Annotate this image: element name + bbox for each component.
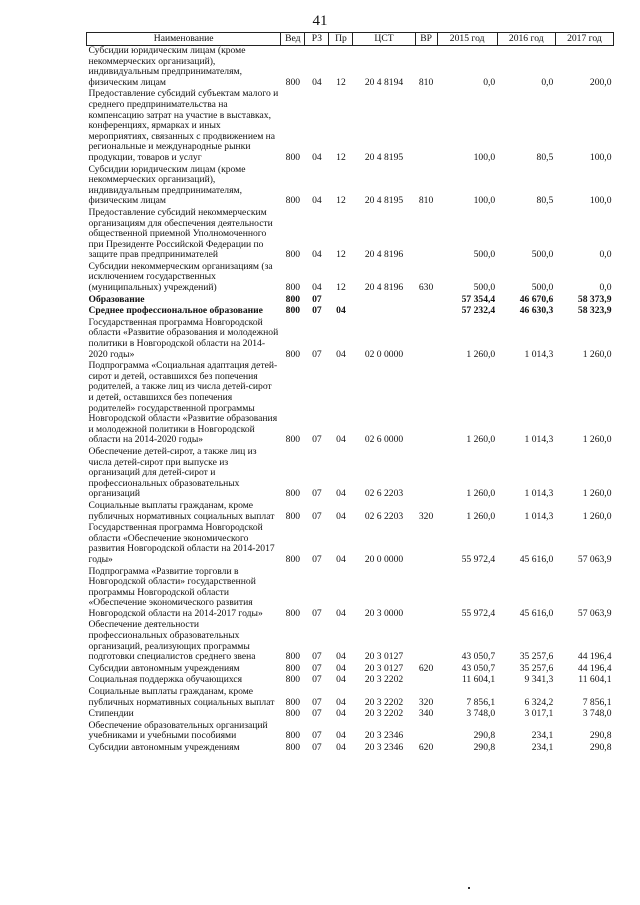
cell-pr: 12 xyxy=(336,195,346,207)
table-header-row xyxy=(87,33,614,46)
header-vr: ВР xyxy=(415,33,437,46)
cell-ved: 800 xyxy=(285,348,301,360)
cell-amount-2015: 57 232,4 xyxy=(461,305,496,317)
cell-cst: 02 6 0000 xyxy=(364,434,404,446)
header-2016: 2016 год xyxy=(497,33,555,46)
cell-amount-2017: 290,8 xyxy=(589,742,612,753)
cell-amount-2016: 500,0 xyxy=(531,282,554,294)
header-rz: РЗ xyxy=(305,33,329,46)
cell-vr xyxy=(415,721,437,743)
table-row xyxy=(87,523,614,566)
cell-vr xyxy=(415,295,437,307)
cell-ved: 800 xyxy=(285,282,301,294)
cell-vr xyxy=(415,523,437,566)
cell-amount-2015: 57 354,4 xyxy=(461,293,496,305)
table-row xyxy=(87,361,614,447)
cell-amount-2016: 3 017,1 xyxy=(524,708,554,720)
header-name: Наименование xyxy=(87,33,281,46)
header-2017: 2017 год xyxy=(555,33,613,46)
cell-amount-2015: 55 972,4 xyxy=(461,607,496,619)
cell-name: Государственная программа Новгородской области «Развитие образования и молодежной политики в Новгородской области на 2014-2020 годы» xyxy=(88,316,279,360)
cell-ved: 800 xyxy=(285,305,301,317)
cell-cst: 20 3 2202 xyxy=(364,674,404,686)
table-row xyxy=(87,46,614,90)
cell-amount-2016: 35 257,6 xyxy=(519,651,554,663)
cell-name: Субсидии юридическим лицам (кроме некоммерческих организаций), индивидуальным предпринимателям, физическим лицам xyxy=(88,45,246,88)
cell-name: Образование xyxy=(88,293,145,305)
cell-ved: 800 xyxy=(285,488,301,500)
cell-cst: 20 4 8195 xyxy=(364,151,404,163)
table-row xyxy=(87,165,614,208)
header-pr: Пр xyxy=(329,33,353,46)
cell-amount-2016: 1 014,3 xyxy=(524,510,554,522)
cell-amount-2015: 290,8 xyxy=(473,742,496,753)
cell-amount-2016: 45 616,0 xyxy=(519,553,554,565)
cell-rz: 07 xyxy=(312,674,322,686)
cell-name: Среднее профессиональное образование xyxy=(88,305,263,317)
table-row xyxy=(87,721,614,743)
cell-name: Социальные выплаты гражданам, кроме публичных нормативных социальных выплат xyxy=(88,499,275,522)
cell-rz: 07 xyxy=(312,651,322,663)
cell-name: Подпрограмма «Развитие торговли в Новгородской области» государственной программы Новгородской области «Обеспечение экономического развития Новгородской области на 2014-2017 годы» xyxy=(88,565,263,619)
cell-name: Субсидии автономным учреждениям xyxy=(88,662,240,674)
cell-rz: 07 xyxy=(312,488,322,500)
cell-cst: 20 0 0000 xyxy=(364,553,404,565)
cell-amount-2015: 43 050,7 xyxy=(461,651,496,663)
cell-name: Стипендии xyxy=(88,708,134,720)
cell-pr: 04 xyxy=(336,742,346,753)
cell-amount-2017: 1 260,0 xyxy=(582,348,612,360)
cell-vr: 620 xyxy=(418,662,434,674)
cell-ved: 800 xyxy=(285,151,301,163)
cell-pr: 04 xyxy=(336,434,346,446)
cell-vr xyxy=(415,620,437,663)
cell-pr: 12 xyxy=(336,249,346,261)
cell-vr: 810 xyxy=(418,76,434,88)
cell-rz: 04 xyxy=(312,151,322,163)
cell-amount-2017: 58 323,9 xyxy=(577,305,612,317)
cell-cst: 20 4 8196 xyxy=(364,249,404,261)
cell-rz: 07 xyxy=(312,742,322,753)
cell-amount-2015: 500,0 xyxy=(473,249,496,261)
header-ved: Вед xyxy=(281,33,305,46)
cell-amount-2017: 290,8 xyxy=(589,730,612,742)
cell-name: Подпрограмма «Социальная адаптация детей-сирот и детей, оставшихся без попечения родителей, а также лиц из числа детей-сирот и детей, оставшихся без попечения родителей» государственной программы Новгородской области «Развитие образования и молодежной политики в Новгородской области на 2014-2020 годы» xyxy=(88,360,278,446)
cell-amount-2017: 200,0 xyxy=(589,76,612,88)
cell-rz: 07 xyxy=(312,293,322,305)
cell-rz: 07 xyxy=(312,696,322,708)
cell-amount-2016: 234,1 xyxy=(531,730,554,742)
cell-name: Субсидии юридическим лицам (кроме некоммерческих организаций), индивидуальным предпринимателям, физическим лицам xyxy=(88,163,246,207)
cell-pr: 04 xyxy=(336,730,346,742)
cell-amount-2016: 1 014,3 xyxy=(524,434,554,446)
cell-amount-2015: 500,0 xyxy=(473,282,496,294)
cell-vr: 620 xyxy=(418,742,434,753)
table-row xyxy=(87,447,614,501)
cell-vr xyxy=(415,89,437,164)
cell-amount-2017: 57 063,9 xyxy=(577,553,612,565)
cell-pr: 04 xyxy=(336,305,346,317)
cell-amount-2016: 45 616,0 xyxy=(519,607,554,619)
cell-amount-2015: 43 050,7 xyxy=(461,662,496,674)
table-row xyxy=(87,501,614,523)
cell-name: Обеспечение деятельности профессиональных образовательных организаций, реализующих программы подготовки специалистов среднего звена xyxy=(88,619,256,663)
cell-name: Субсидии некоммерческим организациям (за исключением государственных (муниципальных) учреждений) xyxy=(88,260,273,294)
cell-pr: 12 xyxy=(336,282,346,294)
cell-ved: 800 xyxy=(285,510,301,522)
cell-amount-2015: 1 260,0 xyxy=(466,488,496,500)
cell-amount-2017: 1 260,0 xyxy=(582,510,612,522)
cell-pr: 04 xyxy=(336,510,346,522)
cell-name: Предоставление субсидий некоммерческим организациям для обеспечения деятельности общественной приемной Уполномоченного при Президенте Российской Федерации по защите прав предпринимателей xyxy=(88,206,273,261)
cell-amount-2017: 100,0 xyxy=(589,151,612,163)
table-row xyxy=(87,262,614,295)
cell-ved: 800 xyxy=(285,651,301,663)
table-row xyxy=(87,743,614,755)
cell-ved: 800 xyxy=(285,434,301,446)
cell-amount-2016: 46 670,6 xyxy=(519,293,554,305)
cell-ved: 800 xyxy=(285,742,301,753)
cell-amount-2017: 58 373,9 xyxy=(577,293,612,305)
cell-vr xyxy=(415,567,437,621)
cell-amount-2015: 1 260,0 xyxy=(466,510,496,522)
cell-amount-2015: 290,8 xyxy=(473,730,496,742)
cell-pr: 04 xyxy=(336,607,346,619)
cell-cst: 20 3 2202 xyxy=(364,708,404,720)
cell-vr xyxy=(415,361,437,447)
cell-vr: 320 xyxy=(418,696,434,708)
header-2015: 2015 год xyxy=(437,33,497,46)
cell-amount-2017: 0,0 xyxy=(599,282,612,294)
cell-amount-2016: 80,5 xyxy=(536,151,554,163)
cell-vr: 340 xyxy=(418,708,434,720)
cell-ved: 800 xyxy=(285,249,301,261)
cell-vr xyxy=(415,675,437,687)
cell-cst: 20 3 0127 xyxy=(364,662,404,674)
cell-amount-2016: 500,0 xyxy=(531,249,554,261)
cell-vr: 320 xyxy=(418,510,434,522)
cell-amount-2016: 46 630,3 xyxy=(519,305,554,317)
cell-vr xyxy=(415,318,437,361)
cell-ved: 800 xyxy=(285,195,301,207)
cell-ved: 800 xyxy=(285,607,301,619)
cell-rz: 04 xyxy=(312,76,322,88)
cell-amount-2016: 9 341,3 xyxy=(524,674,554,686)
cell-amount-2016: 6 324,2 xyxy=(524,696,554,708)
cell-rz: 07 xyxy=(312,708,322,720)
cell-amount-2017: 44 196,4 xyxy=(577,662,612,674)
cell-cst: 02 6 2203 xyxy=(364,488,404,500)
cell-pr: 04 xyxy=(336,696,346,708)
cell-amount-2017: 1 260,0 xyxy=(582,488,612,500)
cell-pr: 04 xyxy=(336,674,346,686)
cell-cst xyxy=(353,306,415,318)
cell-cst: 20 4 8196 xyxy=(364,282,404,294)
cell-vr xyxy=(415,447,437,501)
cell-ved: 800 xyxy=(285,293,301,305)
cell-amount-2015: 3 748,0 xyxy=(466,708,496,720)
cell-amount-2015: 1 260,0 xyxy=(466,348,496,360)
cell-ved: 800 xyxy=(285,696,301,708)
cell-amount-2017: 3 748,0 xyxy=(582,708,612,720)
cell-amount-2016: 1 014,3 xyxy=(524,348,554,360)
cell-rz: 04 xyxy=(312,282,322,294)
cell-amount-2017: 1 260,0 xyxy=(582,434,612,446)
cell-amount-2016: 1 014,3 xyxy=(524,488,554,500)
cell-amount-2015: 11 604,1 xyxy=(461,674,496,686)
cell-ved: 800 xyxy=(285,730,301,742)
cell-rz: 07 xyxy=(312,607,322,619)
cell-ved: 800 xyxy=(285,553,301,565)
cell-vr: 630 xyxy=(418,282,434,294)
cell-name: Социальные выплаты гражданам, кроме публичных нормативных социальных выплат xyxy=(88,686,275,708)
cell-cst: 20 3 2346 xyxy=(364,742,404,753)
cell-cst: 02 6 2203 xyxy=(364,510,404,522)
table-row xyxy=(87,567,614,621)
cell-rz: 07 xyxy=(312,662,322,674)
table-row xyxy=(87,620,614,663)
cell-name: Социальная поддержка обучающихся xyxy=(88,674,243,686)
cell-name: Государственная программа Новгородской области «Обеспечение экономического развития Новгородской области на 2014-2017 годы» xyxy=(88,522,275,565)
page-number: 41 xyxy=(312,13,328,29)
cell-amount-2015: 100,0 xyxy=(473,151,496,163)
cell-name: Субсидии автономным учреждениям xyxy=(88,742,240,753)
cell-ved: 800 xyxy=(285,674,301,686)
cell-cst xyxy=(353,295,415,307)
cell-rz: 07 xyxy=(312,434,322,446)
cell-amount-2015: 55 972,4 xyxy=(461,553,496,565)
table-row xyxy=(87,89,614,164)
cell-cst: 20 4 8195 xyxy=(364,195,404,207)
cell-rz: 04 xyxy=(312,195,322,207)
cell-ved: 800 xyxy=(285,662,301,674)
cell-cst: 20 3 0000 xyxy=(364,607,404,619)
cell-amount-2017: 44 196,4 xyxy=(577,651,612,663)
cell-rz: 07 xyxy=(312,348,322,360)
cell-amount-2017: 7 856,1 xyxy=(582,696,612,708)
cell-amount-2015: 1 260,0 xyxy=(466,434,496,446)
cell-ved: 800 xyxy=(285,708,301,720)
cell-amount-2016: 35 257,6 xyxy=(519,662,554,674)
cell-rz: 07 xyxy=(312,730,322,742)
cell-amount-2017: 11 604,1 xyxy=(578,674,612,686)
cell-vr: 810 xyxy=(418,195,434,207)
cell-pr: 04 xyxy=(336,662,346,674)
cell-rz: 04 xyxy=(312,249,322,261)
cell-amount-2015: 100,0 xyxy=(473,195,496,207)
cell-amount-2017: 0,0 xyxy=(599,249,612,261)
cell-name: Предоставление субсидий субъектам малого и среднего предпринимательства на компенсацию затрат на участие в выставках, конференциях, ярмарках и иных мероприятиях, связанных с продвижением на региональные и международные рынки продукции, товаров и услуг xyxy=(88,88,279,163)
cell-ved: 800 xyxy=(285,76,301,88)
cell-rz: 07 xyxy=(312,553,322,565)
cell-pr: 12 xyxy=(336,76,346,88)
table-row xyxy=(87,318,614,361)
cell-pr: 04 xyxy=(336,488,346,500)
table-row xyxy=(87,208,614,262)
cell-pr: 04 xyxy=(336,348,346,360)
budget-table xyxy=(86,32,614,755)
cell-rz: 07 xyxy=(312,510,322,522)
cell-cst: 20 3 2202 xyxy=(364,696,404,708)
cell-cst: 20 3 2346 xyxy=(364,730,404,742)
cell-vr xyxy=(415,208,437,262)
cell-amount-2015: 7 856,1 xyxy=(466,696,496,708)
cell-pr: 04 xyxy=(336,553,346,565)
cell-amount-2016: 234,1 xyxy=(531,742,554,753)
cell-cst: 20 3 0127 xyxy=(364,651,404,663)
cell-pr: 04 xyxy=(336,651,346,663)
cell-amount-2016: 80,5 xyxy=(536,195,554,207)
cell-vr xyxy=(415,306,437,318)
cell-amount-2016: 0,0 xyxy=(541,76,554,88)
cell-pr: 12 xyxy=(336,151,346,163)
header-cst: ЦСТ xyxy=(353,33,415,46)
cell-pr: 04 xyxy=(336,708,346,720)
cell-name: Обеспечение детей-сирот, а также лиц из числа детей-сирот при выпуске из организаций для детей-сирот и профессиональных образовательных организаций xyxy=(88,445,257,500)
cell-amount-2017: 100,0 xyxy=(589,195,612,207)
cell-amount-2017: 57 063,9 xyxy=(577,607,612,619)
table-row xyxy=(87,687,614,709)
cell-name: Обеспечение образовательных организаций учебниками и учебными пособиями xyxy=(88,719,268,742)
cell-rz: 07 xyxy=(312,305,322,317)
scan-speck xyxy=(468,887,470,889)
cell-cst: 20 4 8194 xyxy=(364,76,404,88)
cell-amount-2015: 0,0 xyxy=(483,76,496,88)
cell-cst: 02 0 0000 xyxy=(364,348,404,360)
